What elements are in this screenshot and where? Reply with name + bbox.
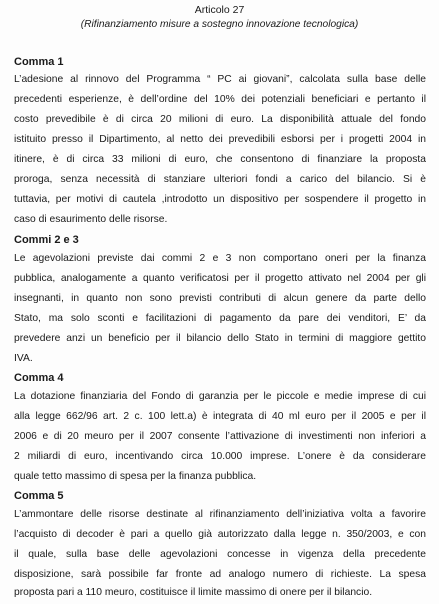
paragraph-line: prevedere anzi un beneficio per il bilancio dello Stato in termini di maggiore gettito bbox=[14, 333, 426, 344]
paragraph-line: disposizione, sarà possibile far fronte ad analogo numero di richieste. La spesa bbox=[14, 569, 426, 580]
paragraph-line: quale tetto massimo di spesa per la finanza pubblica. bbox=[14, 471, 257, 482]
paragraph-line: proroga, senza necessità di stanziare ulteriori fondi a carico del bilancio. Si è bbox=[14, 174, 426, 185]
paragraph-line: La dotazione finanziaria del Fondo di garanzia per le piccole e medie imprese di cui bbox=[14, 391, 426, 402]
paragraph-line: 2006 e di 20 meuro per il 2007 consente l’attivazione di investimenti non inferiori a bbox=[14, 431, 426, 442]
paragraph-line: costo prevedibile è di circa 20 milioni di euro. La disponibilità attuale del fondo bbox=[14, 114, 426, 125]
paragraph-line: Stato, ma solo sconti e facilitazioni di pagamento da pare dei venditori, E’ da bbox=[14, 313, 426, 324]
paragraph-line: istituito presso il Dipartimento, al netto dei prevedibili esborsi per i progetti 2004 in bbox=[14, 134, 426, 145]
paragraph-line: IVA. bbox=[14, 353, 33, 364]
paragraph-line: il quale, sulla base delle agevolazioni concesse in vigenza della precedente bbox=[14, 549, 426, 560]
paragraph-line: insegnanti, in quanto non sono previsti contributi di alcun genere da parte dello bbox=[14, 293, 426, 304]
paragraph-line: alla legge 662/96 art. 2 c. 100 lett.a) è integrata di 40 ml euro per il 2005 e per il bbox=[14, 411, 426, 422]
paragraph-line: proposta pari a 110 meuro, costituisce il limite massimo di onere per il bilancio. bbox=[14, 587, 373, 598]
section-heading-commi-2-3: Commi 2 e 3 bbox=[14, 234, 79, 246]
paragraph-line: Le agevolazioni previste dai commi 2 e 3 non comportano oneri per la finanza bbox=[14, 253, 426, 264]
paragraph-line: itinere, è di circa 33 milioni di euro, che consentono di finanziare la proposta bbox=[14, 154, 426, 165]
paragraph-line: L’adesione al rinnovo del Programma “ PC ai giovani”, calcolata sulla base delle bbox=[14, 74, 426, 85]
paragraph-line: pubblica, analogamente a quanto verificatosi per il progetto attivato nel 2004 per gli bbox=[14, 273, 426, 284]
paragraph-line: caso di esaurimento delle risorse. bbox=[14, 214, 168, 225]
article-title: Articolo 27 bbox=[194, 4, 245, 16]
paragraph-line: l’acquisto di decoder è pari a quello già autorizzato dalla legge n. 350/2003, e con bbox=[14, 529, 426, 540]
article-subtitle: (Rifinanziamento misure a sostegno innovazione tecnologica) bbox=[80, 19, 359, 30]
paragraph-line: 2 miliardi di euro, incentivando circa 10.000 imprese. L’onere è da considerare bbox=[14, 451, 426, 462]
paragraph-line: L’ammontare delle risorse destinate al rifinanziamento dell’iniziativa volta a favorire bbox=[14, 509, 426, 520]
section-heading-comma-5: Comma 5 bbox=[14, 490, 64, 502]
section-heading-comma-4: Comma 4 bbox=[14, 372, 64, 384]
paragraph-line: precedenti esperienze, è dell’ordine del 10% dei potenziali beneficiari e pertanto il bbox=[14, 94, 426, 105]
paragraph-line: tuttavia, per motivi di cautela ,introdotto un dispositivo per sospendere il progetto in bbox=[14, 194, 426, 205]
section-heading-comma-1: Comma 1 bbox=[14, 56, 64, 68]
